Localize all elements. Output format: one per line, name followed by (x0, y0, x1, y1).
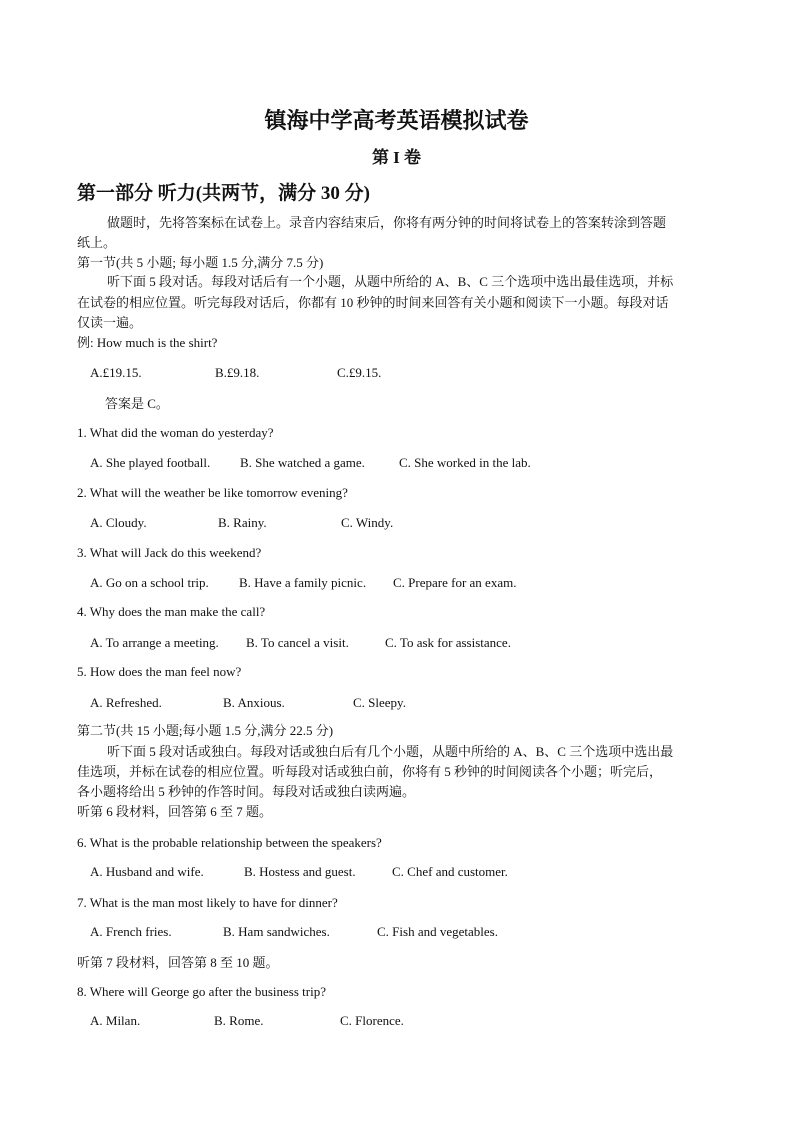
answer-option: C. Fish and vegetables. (377, 924, 498, 939)
section1-heading: 第一节(共 5 小题; 每小题 1.5 分,满分 7.5 分) (77, 255, 324, 270)
section2-instructions: 各小题将给出 5 秒钟的作答时间。每段对话或独白读两遍。 (77, 784, 416, 799)
exam-title: 镇海中学高考英语模拟试卷 (264, 108, 529, 133)
question-text: 2. What will the weather be like tomorrow evening? (77, 485, 348, 500)
question-text: 3. What will Jack do this weekend? (77, 545, 262, 560)
question-text: 4. Why does the man make the call? (77, 604, 266, 619)
answer-option: C. Sleepy. (353, 695, 406, 710)
intro-text: 做题时，先将答案标在试卷上。录音内容结束后，你将有两分钟的时间将试卷上的答案转涂到答题 (107, 215, 667, 230)
example-answer: 答案是 C。 (105, 396, 169, 411)
answer-option: B. She watched a game. (240, 455, 365, 470)
example-question: 例: How much is the shirt? (77, 335, 218, 350)
question-text: 8. Where will George go after the business trip? (77, 984, 326, 999)
question-text: 5. How does the man feel now? (77, 664, 242, 679)
section2-heading: 第二节(共 15 小题;每小题 1.5 分,满分 22.5 分) (77, 723, 334, 738)
answer-option: A. Refreshed. (90, 695, 162, 710)
section2-instructions: 佳选项，并标在试卷的相应位置。听每段对话或独白前，你将有 5 秒钟的时间阅读各个小题；听完后， (77, 764, 663, 779)
answer-option: C. Windy. (341, 515, 394, 530)
volume-label: 第 I 卷 (371, 148, 422, 167)
question-text: 7. What is the man most likely to have for dinner? (77, 895, 338, 910)
answer-option: B. Rainy. (218, 515, 267, 530)
example-option: B.£9.18. (215, 365, 260, 380)
section1-instructions: 听下面 5 段对话。每段对话后有一个小题，从题中所给的 A、B、C 三个选项中选出最佳选项，并标 (107, 274, 674, 289)
answer-option: B. Ham sandwiches. (223, 924, 330, 939)
answer-option: C. Prepare for an exam. (393, 575, 517, 590)
example-option: A.£19.15. (90, 365, 142, 380)
intro-text: 纸上。 (77, 235, 117, 250)
answer-option: B. Have a family picnic. (239, 575, 367, 590)
answer-option: C. Florence. (340, 1013, 404, 1028)
example-option: C.£9.15. (337, 365, 382, 380)
answer-option: C. She worked in the lab. (399, 455, 531, 470)
part1-heading: 第一部分 听力(共两节，满分 30 分) (77, 183, 370, 204)
answer-option: A. Milan. (90, 1013, 141, 1028)
answer-option: A. Husband and wife. (90, 864, 204, 879)
material-instruction: 听第 6 段材料，回答第 6 至 7 题。 (77, 804, 273, 819)
answer-option: B. Hostess and guest. (244, 864, 356, 879)
section1-instructions: 仅读一遍。 (77, 315, 143, 330)
question-text: 1. What did the woman do yesterday? (77, 425, 274, 440)
section1-instructions: 在试卷的相应位置。听完每段对话后，你都有 10 秒钟的时间来回答有关小题和阅读下一小题。每段对话 (77, 295, 669, 310)
question-text: 6. What is the probable relationship between the speakers? (77, 835, 382, 850)
answer-option: A. To arrange a meeting. (90, 635, 219, 650)
answer-option: A. Cloudy. (90, 515, 147, 530)
material-instruction: 听第 7 段材料，回答第 8 至 10 题。 (77, 955, 279, 970)
answer-option: B. To cancel a visit. (246, 635, 349, 650)
section2-instructions: 听下面 5 段对话或独白。每段对话或独白后有几个小题，从题中所给的 A、B、C 三个选项中选出最 (107, 744, 674, 759)
answer-option: B. Anxious. (223, 695, 285, 710)
answer-option: C. To ask for assistance. (385, 635, 511, 650)
answer-option: C. Chef and customer. (392, 864, 508, 879)
answer-option: A. Go on a school trip. (90, 575, 209, 590)
answer-option: A. She played football. (90, 455, 211, 470)
answer-option: A. French fries. (90, 924, 172, 939)
answer-option: B. Rome. (214, 1013, 264, 1028)
